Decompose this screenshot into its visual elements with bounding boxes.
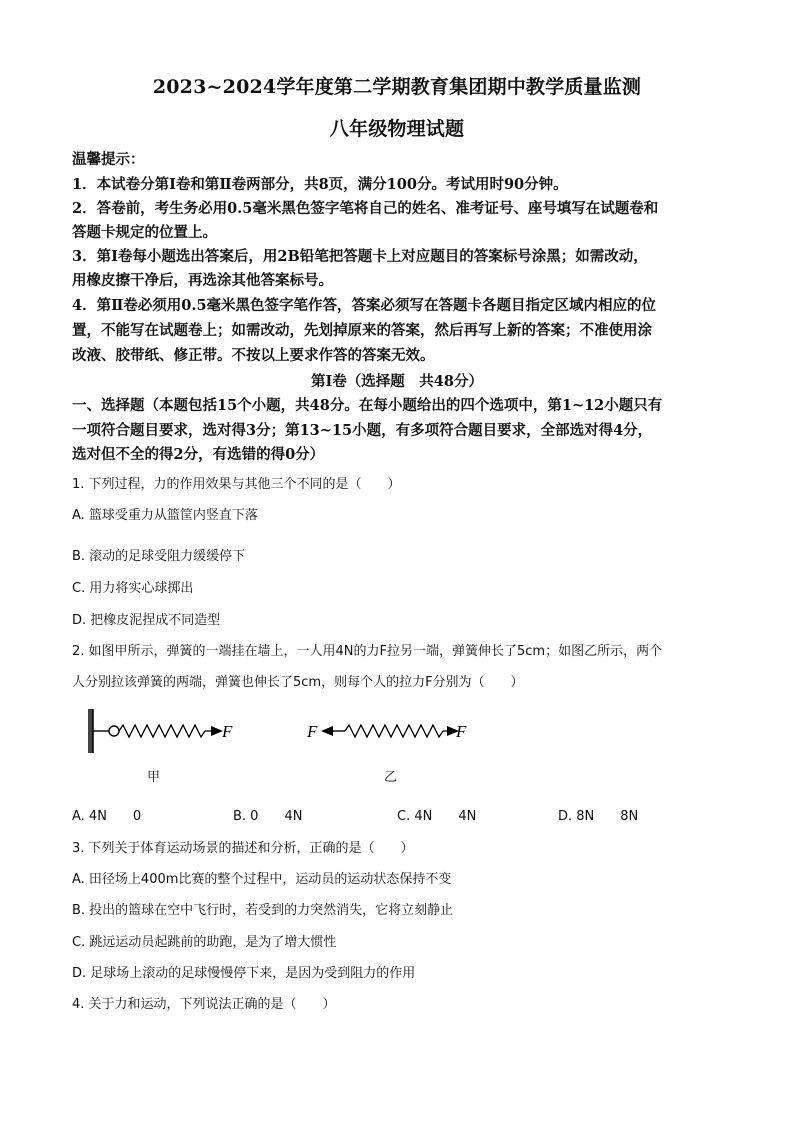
question-1-stem: 1. 下列过程，力的作用效果与其他三个不同的是（ ） — [72, 477, 401, 492]
notice-line: 4．第Ⅱ卷必须用0.5毫米黑色签字笔作答，答案必须写在答题卡各题目指定区域内相应的位 — [72, 297, 657, 314]
section-title: 第Ⅰ卷（选择题 共48分） — [311, 373, 483, 390]
figure-label-b: 乙 — [384, 770, 398, 785]
notice-line: 3．第Ⅰ卷每小题选出答案后，用2B铅笔把答题卡上对应题目的答案标号涂黑；如需改动， — [72, 248, 648, 265]
question-1-option-d: D. 把橡皮泥捏成不同造型 — [72, 613, 221, 628]
force-label: F — [456, 722, 467, 741]
notice-line: 用橡皮擦干净后，再选涂其他答案标号。 — [72, 272, 333, 289]
notice-line: 改液、胶带纸、修正带。不按以上要求作答的答案无效。 — [72, 347, 435, 364]
notice-line: 答题卡规定的位置上。 — [72, 224, 217, 241]
question-2-option-c: C. 4N 4N — [397, 809, 477, 824]
spring-icon — [345, 725, 449, 737]
question-1-option-b: B. 滚动的足球受阻力缓缓停下 — [72, 549, 246, 564]
exam-title: 2023~2024学年度第二学期教育集团期中教学质量监测 — [152, 76, 642, 98]
spring-icon — [119, 725, 213, 737]
spring-figure-b — [305, 705, 475, 757]
force-label: F — [307, 722, 318, 741]
notice-line: 1．本试卷分第Ⅰ卷和第Ⅱ卷两部分，共8页，满分100分。考试用时90分钟。 — [72, 176, 568, 193]
question-1-option-a: A. 篮球受重力从篮筐内竖直下落 — [72, 508, 258, 523]
notice-heading: 温馨提示： — [72, 151, 145, 168]
section-instruction: 一、选择题（本题包括15个小题，共48分。在每小题给出的四个选项中，第1~12小题只有 — [72, 397, 663, 414]
question-2-option-b: B. 0 4N — [233, 809, 303, 824]
notice-line: 置，不能写在试题卷上；如需改动，先划掉原来的答案，然后再写上新的答案；不准使用涂 — [72, 322, 652, 339]
notice-line: 2．答卷前，考生务必用0.5毫米黑色签字笔将自己的姓名、准考证号、座号填写在试题卷和 — [72, 200, 659, 217]
exam-subtitle: 八年级物理试题 — [329, 118, 465, 140]
figure-label-a: 甲 — [147, 770, 161, 785]
question-3-stem: 3. 下列关于体育运动场景的描述和分析，正确的是（ ） — [72, 841, 414, 856]
question-2-stem: 2. 如图甲所示，弹簧的一端挂在墙上，一人用4N的力F拉另一端，弹簧伸长了5cm；如图乙所示，两个 — [72, 644, 663, 659]
question-3-option-a: A. 田径场上400m比赛的整个过程中，运动员的运动状态保持不变 — [72, 872, 452, 887]
question-4-stem: 4. 关于力和运动，下列说法正确的是（ ） — [72, 997, 336, 1012]
spring-figure-a — [85, 705, 245, 757]
question-3-option-d: D. 足球场上滚动的足球慢慢停下来，是因为受到阻力的作用 — [72, 966, 416, 981]
question-3-option-b: B. 投出的篮球在空中飞行时，若受到的力突然消失，它将立刻静止 — [72, 903, 454, 918]
section-instruction: 一项符合题目要求，选对得3分；第13~15小题，有多项符合题目要求，全部选对得4分， — [72, 422, 653, 439]
hook-ring-icon — [109, 726, 119, 736]
wall-icon — [88, 709, 93, 753]
question-2-option-d: D. 8N 8N — [558, 809, 639, 824]
question-3-option-c: C. 跳远运动员起跳前的助跑，是为了增大惯性 — [72, 935, 337, 950]
question-2-stem: 人分别拉该弹簧的两端，弹簧也伸长了5cm，则每个人的拉力F分别为（ ） — [72, 675, 524, 690]
force-label: F — [222, 722, 233, 741]
section-instruction: 选对但不全的得2分，有选错的得0分） — [72, 446, 325, 463]
question-1-option-c: C. 用力将实心球掷出 — [72, 581, 194, 596]
question-2-option-a: A. 4N 0 — [72, 809, 142, 824]
